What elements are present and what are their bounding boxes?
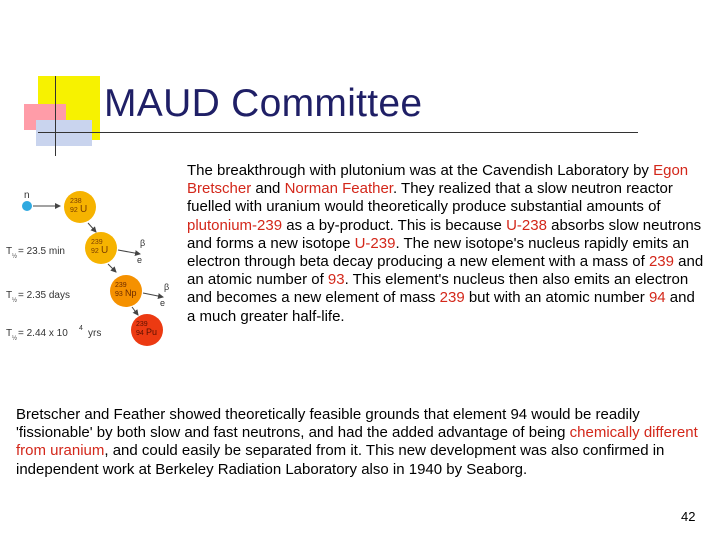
highlight-mass-239: 239	[648, 253, 674, 271]
highlight-u239: U-239	[354, 234, 396, 252]
svg-text:= 2.44 x 10: = 2.44 x 10	[18, 328, 68, 339]
svg-text:4: 4	[79, 325, 83, 332]
secondary-paragraph: Bretscher and Feather showed theoretically feasible grounds that element 94 would be readily 'fissionable' by both slow and fast neutrons, and had the added advantage of being chemically different from uranium, and could easily be separated from it. This new development was also confirmed in independent work at Berkeley Radiation Laboratory also in 1940 by Seaborg.	[16, 406, 698, 478]
svg-text:Pu: Pu	[146, 327, 158, 337]
svg-text:239: 239	[136, 321, 148, 328]
half-life-u239	[6, 246, 65, 260]
svg-text:½: ½	[12, 254, 18, 260]
svg-text:½: ½	[12, 336, 18, 342]
nuclide-u239	[85, 232, 117, 264]
svg-text:239: 239	[91, 239, 103, 246]
svg-text:T: T	[6, 290, 13, 301]
highlight-atomic-94: 94	[648, 289, 666, 307]
svg-text:238: 238	[70, 198, 82, 205]
half-life-np239	[6, 290, 70, 304]
beta-label-1: β	[140, 238, 146, 248]
electron-arrow-2	[143, 293, 163, 297]
svg-text:= 23.5 min: = 23.5 min	[18, 246, 65, 257]
svg-text:92: 92	[70, 207, 78, 214]
highlight-atomic-93: 93	[327, 271, 345, 289]
svg-text:T: T	[6, 328, 13, 339]
svg-text:94: 94	[136, 330, 144, 337]
svg-text:U: U	[101, 245, 109, 256]
svg-text:½: ½	[12, 298, 18, 304]
svg-text:239: 239	[115, 282, 127, 289]
nuclide-pu239	[131, 314, 163, 346]
highlight-u238: U-238	[506, 216, 547, 234]
decay-arrow-3	[132, 307, 138, 315]
decorative-blue-square	[36, 120, 92, 146]
decay-arrow-2	[108, 264, 116, 272]
electron-arrow-1	[118, 250, 140, 254]
highlight-mass-239-b: 239	[439, 289, 465, 307]
page-number: 42	[681, 509, 696, 524]
slide-title: MAUD Committee	[104, 82, 423, 125]
neutron-label: n	[24, 190, 30, 201]
svg-text:93: 93	[115, 291, 123, 298]
svg-text:yrs: yrs	[88, 328, 102, 339]
nuclide-u238	[64, 191, 96, 223]
highlight-norman-feather: Norman Feather	[284, 180, 393, 198]
beta-label-2: β	[164, 282, 170, 292]
decay-arrow-1	[88, 223, 96, 232]
nuclide-np239	[110, 275, 142, 307]
main-paragraph: The breakthrough with plutonium was at the Cavendish Laboratory by Egon Bretscher and Norman Feather. They realized that a slow neutron reactor fuelled with uranium would theoretically produce substantial amounts of plutonium-239 as a by-product. This is because U-238 absorbs slow neutrons and forms a new isotope U-239. The new isotope's nucleus rapidly emits an electron through beta decay producing a new element with a mass of 239 and an atomic number of 93. This element's nucleus then also emits an electron and becomes a new element of mass 239 but with an atomic number 94 and a much greater half-life.	[187, 162, 704, 325]
svg-text:T: T	[6, 246, 13, 257]
svg-text:Np: Np	[125, 288, 137, 298]
highlight-egon-bretscher: Egon Bretscher	[187, 162, 689, 198]
highlight-plutonium-239: plutonium-239	[187, 216, 283, 234]
highlight-chemically-different: chemically different from uranium	[16, 424, 698, 460]
title-underline	[38, 132, 638, 133]
svg-text:92: 92	[91, 248, 99, 255]
svg-text:= 2.35 days: = 2.35 days	[18, 290, 70, 301]
electron-label-2: e	[160, 298, 166, 308]
svg-text:U: U	[80, 204, 88, 215]
decorative-vertical-line	[55, 76, 56, 156]
decay-chain-diagram	[0, 180, 185, 365]
neutron-particle	[22, 201, 32, 211]
electron-label-1: e	[137, 255, 143, 265]
half-life-pu239	[6, 325, 101, 342]
